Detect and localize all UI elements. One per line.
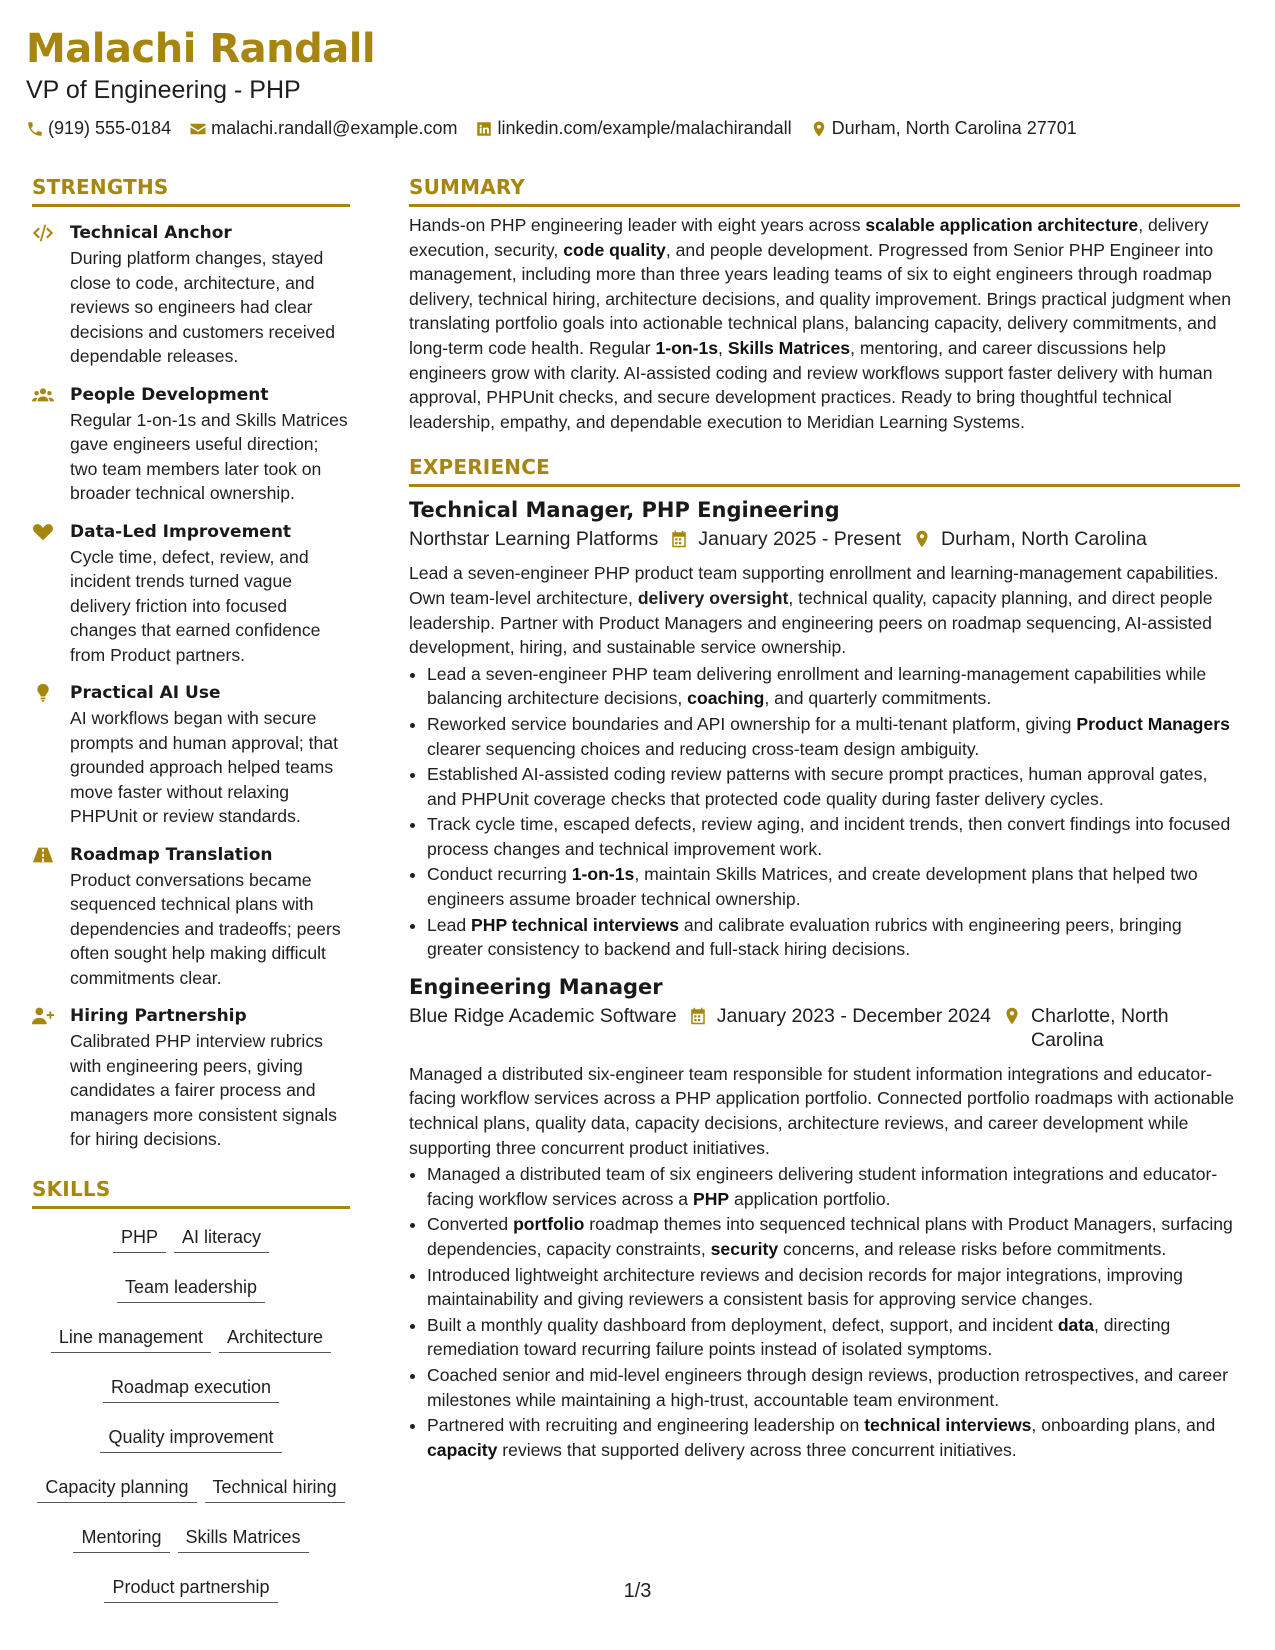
experience-heading: EXPERIENCE bbox=[409, 455, 550, 480]
skill-tag: Team leadership bbox=[117, 1271, 265, 1303]
bold-keyword: 1-on-1s bbox=[655, 337, 719, 358]
skill-tag: AI literacy bbox=[174, 1221, 269, 1253]
left-column bbox=[32, 172, 350, 1621]
bold-keyword: security bbox=[710, 1239, 779, 1259]
job-meta bbox=[409, 527, 1240, 551]
candidate-title: VP of Engineering - PHP bbox=[26, 76, 301, 104]
bold-keyword: Product Managers bbox=[1076, 713, 1230, 734]
lightbulb-icon bbox=[32, 683, 54, 703]
contact-bar bbox=[26, 118, 1249, 139]
job-bullet: • Built a monthly quality dashboard from deployment, defect, support, and incident data, directing remediation toward recurring failure points instead of isolated symptoms. bbox=[427, 1313, 1240, 1362]
job-description: Managed a distributed six-engineer team responsible for student information integrations and educator-facing workflow services across a PHP application portfolio. Connected portfolio roadmaps with actionable technical plans, quality data, capacity decisions, architecture reviews, and career development while supporting three concurrent product initiatives. bbox=[409, 1063, 1235, 1158]
job-bullet: • Track cycle time, escaped defects, review aging, and incident trends, then convert findings into focused process changes and technical improvement work. bbox=[427, 812, 1240, 861]
bold-keyword: PHP technical interviews bbox=[471, 914, 679, 935]
contact-email[interactable] bbox=[189, 118, 457, 139]
skill-tag: Architecture bbox=[219, 1321, 331, 1353]
job-bullet: • Conduct recurring 1-on-1s, maintain Skills Matrices, and create development plans that helped two engineers assume broader technical ownership. bbox=[427, 862, 1240, 911]
skill-tag: Roadmap execution bbox=[103, 1371, 279, 1403]
skill-tag: Mentoring bbox=[73, 1521, 169, 1553]
job-bullet: • Established AI-assisted coding review patterns with secure prompt practices, human approval gates, and PHPUnit coverage checks that protected code quality during faster delivery cycles. bbox=[427, 762, 1240, 811]
strength-title: Roadmap Translation bbox=[70, 844, 273, 865]
strength-item bbox=[32, 681, 350, 829]
phone-icon bbox=[26, 120, 44, 138]
strength-desc: Product conversations became sequenced technical plans with dependencies and tradeoffs; peers often sought help making difficult commitments clear. bbox=[70, 869, 341, 988]
job-title: Technical Manager, PHP Engineering bbox=[409, 498, 840, 523]
skill-tag: PHP bbox=[113, 1221, 166, 1253]
skill-tag: Skills Matrices bbox=[178, 1521, 309, 1553]
map-pin-icon bbox=[1003, 1006, 1021, 1026]
strength-title: People Development bbox=[70, 384, 269, 405]
bold-keyword: 1-on-1s bbox=[571, 864, 635, 885]
job-bullet: • Partnered with recruiting and engineering leadership on technical interviews, onboarding plans, and capacity reviews that supported delivery across three concurrent initiatives. bbox=[427, 1413, 1240, 1462]
job-location: Durham, North Carolina bbox=[940, 528, 1147, 551]
calendar-icon bbox=[689, 1006, 707, 1026]
skill-tag: Capacity planning bbox=[37, 1471, 196, 1503]
skill-tag: Line management bbox=[51, 1321, 211, 1353]
contact-linkedin[interactable] bbox=[475, 118, 791, 139]
strength-desc: Cycle time, defect, review, and incident trends turned vague delivery friction into focused changes that earned confidence from Product partners. bbox=[70, 546, 321, 665]
strengths-heading: STRENGTHS bbox=[32, 175, 169, 199]
candidate-name: Malachi Randall bbox=[26, 26, 376, 72]
strength-title: Hiring Partnership bbox=[70, 1006, 247, 1026]
strength-desc: AI workflows began with secure prompts and human approval; that grounded approach helped teams move faster without relaxing PHPUnit or review standards. bbox=[70, 708, 338, 826]
strength-item bbox=[32, 843, 350, 991]
users-icon bbox=[32, 385, 54, 405]
strength-title: Practical AI Use bbox=[70, 683, 221, 703]
code-icon bbox=[32, 223, 54, 243]
job-location: Charlotte, North Carolina bbox=[1030, 1004, 1169, 1051]
job-dates: January 2023 - December 2024 bbox=[716, 1004, 991, 1027]
user-plus-icon bbox=[32, 1006, 54, 1026]
summary-text: Hands-on PHP engineering leader with eight years across scalable application architecture, delivery execution, security, code quality, and people development. Progressed from Senior PHP Engineer into management, including more than three years leading teams of six to eight engineers through roadmap delivery, technical hiring, architecture decisions, and quality improvement. Brings practical judgment when translating portfolio goals into actionable technical plans, balancing capacity, delivery commitments, and long-term code health. Regular 1-on-1s, Skills Matrices, mentoring, and career discussions help engineers grow with clarity. AI-assisted coding and review workflows support faster delivery with human approval, PHPUnit checks, and secure development practices. Ready to bring thoughtful technical leadership, empathy, and dependable execution to Meridian Learning Systems. bbox=[409, 215, 1232, 432]
skill-tag: Technical hiring bbox=[205, 1471, 345, 1503]
bold-keyword: scalable application architecture bbox=[865, 215, 1139, 235]
skills-list bbox=[32, 1221, 350, 1621]
strength-title: Data-Led Improvement bbox=[70, 521, 292, 542]
bold-keyword: capacity bbox=[427, 1439, 498, 1460]
section-rule bbox=[32, 1206, 350, 1209]
job-meta bbox=[409, 1004, 1240, 1052]
skill-tag: Product partnership bbox=[104, 1571, 277, 1603]
road-icon bbox=[32, 845, 54, 865]
job-bullets bbox=[409, 1162, 1240, 1462]
job-bullet: • Lead PHP technical interviews and calibrate evaluation rubrics with engineering peers, bringing greater consistency to backend and full-stack hiring decisions. bbox=[427, 913, 1240, 962]
job-entry bbox=[409, 972, 1240, 1463]
job-company: Blue Ridge Academic Software bbox=[409, 1004, 677, 1027]
bold-keyword: Skills Matrices bbox=[727, 337, 851, 358]
resume-header bbox=[26, 22, 1249, 139]
strength-item bbox=[32, 1004, 350, 1152]
map-pin-icon bbox=[810, 120, 828, 138]
page-number: 1/3 bbox=[623, 1580, 652, 1602]
contact-phone bbox=[26, 118, 171, 139]
job-entry bbox=[409, 495, 1240, 962]
job-bullet: • Coached senior and mid-level engineers through design reviews, production retrospectives, and career milestones while maintaining a high-trust, accountable team environment. bbox=[427, 1363, 1240, 1412]
strength-desc: Regular 1-on-1s and Skills Matrices gave engineers useful direction; two team members later took on broader technical ownership. bbox=[70, 409, 348, 503]
bold-keyword: data bbox=[1057, 1314, 1094, 1335]
job-bullet: • Converted portfolio roadmap themes into sequenced technical plans with Product Managers, surfacing dependencies, capacity constraints, security concerns, and release risks before commitments. bbox=[427, 1212, 1240, 1261]
bold-keyword: portfolio bbox=[513, 1214, 585, 1235]
linkedin-link[interactable]: linkedin.com/example/malachirandall bbox=[497, 118, 792, 138]
section-rule bbox=[32, 204, 350, 207]
job-title: Engineering Manager bbox=[409, 974, 663, 999]
job-bullets bbox=[409, 662, 1240, 962]
job-bullet: • Introduced lightweight architecture reviews and decision records for major integrations, improving maintainability and giving reviewers a consistent basis for approving service changes. bbox=[427, 1263, 1240, 1312]
job-description: Lead a seven-engineer PHP product team supporting enrollment and learning-management capabilities. Own team-level architecture, delivery oversight, technical quality, capacity planning, and direct people leadership. Partner with Product Managers and engineering peers on roadmap sequencing, AI-assisted development, hiring, and sustainable service ownership. bbox=[409, 563, 1219, 658]
job-company: Northstar Learning Platforms bbox=[409, 528, 659, 551]
skills-heading: SKILLS bbox=[32, 1176, 111, 1201]
phone-text: (919) 555-0184 bbox=[48, 118, 172, 138]
strength-item bbox=[32, 383, 350, 506]
summary-heading: SUMMARY bbox=[409, 175, 526, 199]
strength-desc: During platform changes, stayed close to code, architecture, and reviews so engineers had clear decisions and customers received dependable releases. bbox=[70, 248, 336, 366]
section-rule bbox=[409, 484, 1240, 487]
map-pin-icon bbox=[913, 529, 931, 549]
section-rule bbox=[409, 204, 1240, 207]
right-column bbox=[409, 172, 1240, 1463]
envelope-icon bbox=[189, 120, 207, 138]
linkedin-icon bbox=[475, 120, 493, 138]
bold-keyword: coaching bbox=[687, 688, 765, 709]
job-dates: January 2025 - Present bbox=[698, 528, 901, 551]
bold-keyword: delivery oversight bbox=[637, 587, 789, 608]
bold-keyword: code quality bbox=[563, 239, 666, 260]
skill-tag: Quality improvement bbox=[100, 1421, 281, 1453]
job-bullet: • Reworked service boundaries and API ownership for a multi-tenant platform, giving Product Managers clearer sequencing choices and reducing cross-team design ambiguity. bbox=[427, 712, 1240, 761]
contact-location bbox=[810, 118, 1077, 139]
calendar-icon bbox=[670, 529, 688, 549]
strength-item bbox=[32, 221, 350, 369]
strength-desc: Calibrated PHP interview rubrics with engineering peers, giving candidates a fairer process and managers more consistent signals for hiring decisions. bbox=[70, 1031, 337, 1149]
job-bullet: • Lead a seven-engineer PHP team delivering enrollment and learning-management capabilities while balancing architecture decisions, coaching, and quarterly commitments. bbox=[427, 662, 1240, 711]
heart-icon bbox=[32, 522, 54, 542]
job-bullet: • Managed a distributed team of six engineers delivering student information integrations and educator-facing workflow services across a PHP application portfolio. bbox=[427, 1162, 1240, 1211]
bold-keyword: PHP bbox=[692, 1188, 730, 1209]
strength-item bbox=[32, 520, 350, 668]
strength-title: Technical Anchor bbox=[70, 223, 232, 243]
email-link[interactable]: malachi.randall@example.com bbox=[211, 118, 458, 138]
location-text: Durham, North Carolina 27701 bbox=[831, 118, 1077, 138]
bold-keyword: technical interviews bbox=[864, 1415, 1032, 1436]
